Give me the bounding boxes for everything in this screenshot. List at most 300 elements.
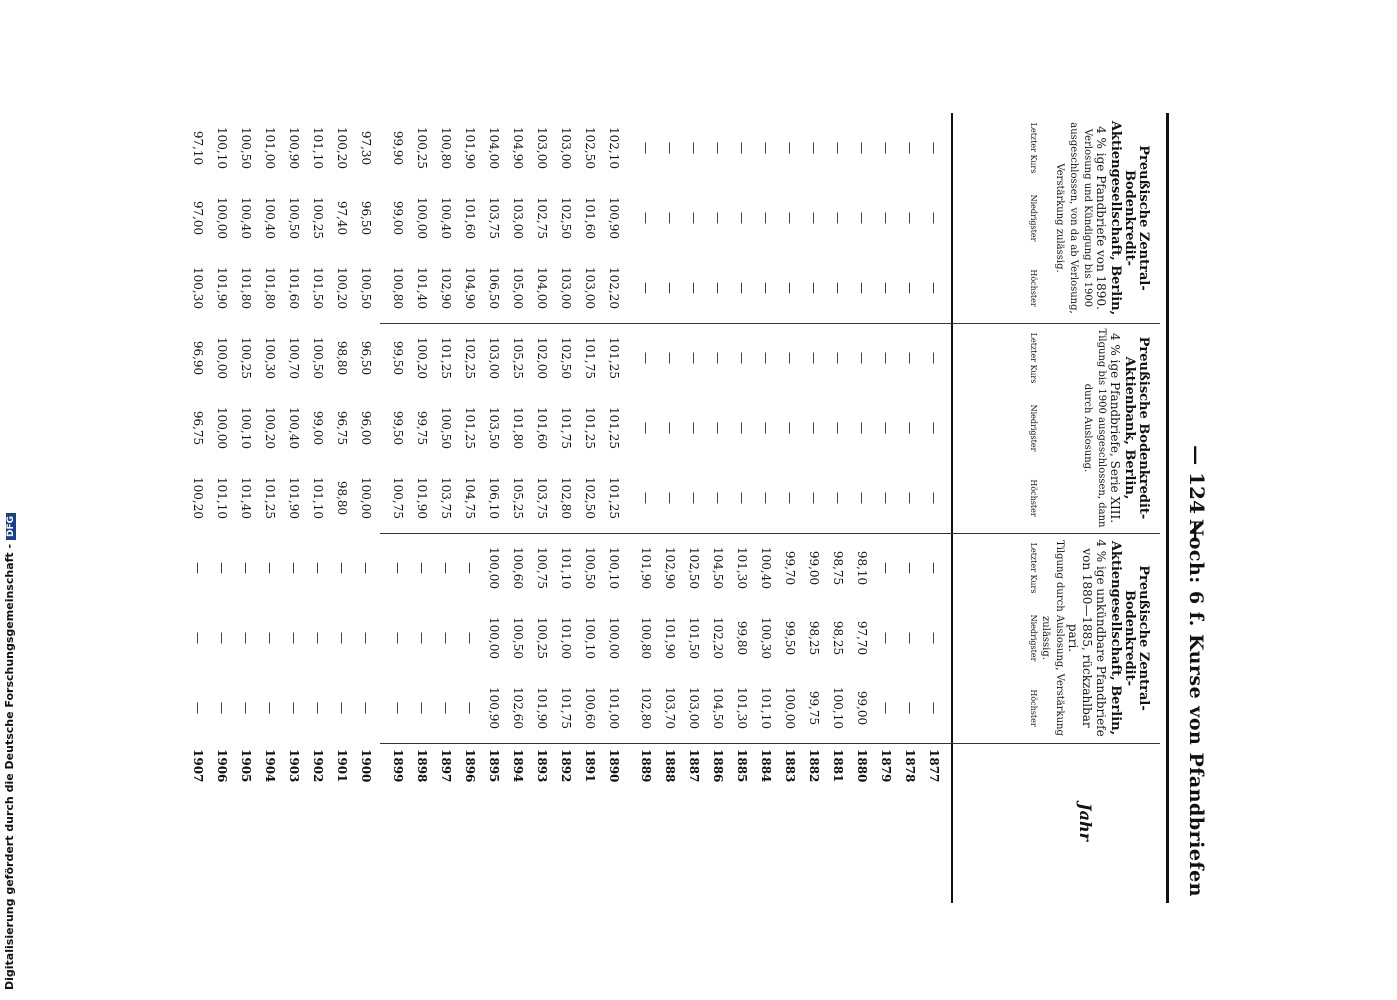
table-cell: — [687, 352, 701, 364]
table-cell: 100,75 [391, 477, 405, 519]
table-cell: — [903, 562, 917, 574]
table-cell: 101,40 [239, 477, 253, 519]
table-cell: — [831, 142, 845, 154]
table-cell: — [215, 562, 229, 574]
table-cell: 101,25 [607, 407, 621, 449]
table-cell: — [855, 212, 869, 224]
dfg-logo: DFG [6, 513, 16, 540]
table-cell: 100,25 [311, 197, 325, 239]
table-cell: — [927, 282, 941, 294]
table-cell: — [263, 632, 277, 644]
table-cell: — [759, 492, 773, 504]
table-cell: 101,60 [535, 407, 549, 449]
year-label: 1906 [215, 749, 229, 783]
year-label: 1886 [711, 749, 725, 783]
table-cell: 101,10 [759, 687, 773, 729]
year-label: 1890 [607, 749, 621, 783]
table-cell: 99,50 [391, 410, 405, 446]
table-cell: 100,80 [639, 617, 653, 659]
table-cell: 106,10 [487, 477, 501, 519]
table-cell: — [463, 702, 477, 714]
table-cell: 104,00 [487, 127, 501, 169]
table-cell: — [687, 492, 701, 504]
table-cell: — [807, 422, 821, 434]
table-cell: — [663, 492, 677, 504]
table-cell: 105,25 [511, 337, 525, 379]
table-cell: — [711, 422, 725, 434]
table-cell: 99,75 [415, 410, 429, 446]
table-cell: — [391, 562, 405, 574]
table-cell: — [639, 282, 653, 294]
table-cell: — [359, 632, 373, 644]
table-cell: — [687, 142, 701, 154]
table-cell: — [879, 352, 893, 364]
table-cell: 99,00 [807, 550, 821, 586]
table-cell: — [879, 492, 893, 504]
table-cell: 100,10 [583, 617, 597, 659]
table-cell: 100,00 [359, 477, 373, 519]
table-cell: 100,40 [287, 407, 301, 449]
table-cell: — [663, 212, 677, 224]
table-cell: 100,50 [287, 197, 301, 239]
table-cell: — [415, 632, 429, 644]
table-cell: 97,40 [335, 200, 349, 236]
table-cell: 99,70 [783, 550, 797, 586]
table-cell: — [855, 422, 869, 434]
table-cell: 100,00 [215, 337, 229, 379]
table-cell: 100,60 [511, 547, 525, 589]
table-cell: 100,20 [335, 267, 349, 309]
table-cell: 101,00 [607, 687, 621, 729]
year-label: 1883 [783, 749, 797, 783]
table-cell: 101,10 [311, 127, 325, 169]
table-cell: 101,90 [415, 477, 429, 519]
table-cell: 101,25 [607, 337, 621, 379]
year-label: 1893 [535, 749, 549, 783]
table-cell: 100,60 [583, 687, 597, 729]
year-label: 1902 [311, 749, 325, 783]
year-label: 1882 [807, 749, 821, 783]
table-cell: 100,30 [191, 267, 205, 309]
group3-desc: 4 % ige Pfandbriefe von 1890. [1094, 126, 1108, 310]
table-cell: — [807, 352, 821, 364]
year-label: 1897 [439, 749, 453, 783]
table-cell: 100,50 [239, 127, 253, 169]
table-cell: 100,10 [607, 547, 621, 589]
table-cell: — [831, 212, 845, 224]
table-cell: — [191, 702, 205, 714]
table-cell: — [239, 632, 253, 644]
year-label: 1888 [663, 749, 677, 783]
table-cell: 100,10 [215, 127, 229, 169]
table-cell: — [855, 282, 869, 294]
table-cell: 99,50 [391, 340, 405, 376]
table-cell: — [927, 422, 941, 434]
table-cell: — [807, 492, 821, 504]
group1-bank: Preußische Zentral-Bodenkredit-Aktiengesellschaft, Berlin, [1108, 540, 1151, 736]
group3-bank: Preußische Zentral-Bodenkredit-Aktiengesellschaft, Berlin, [1108, 120, 1151, 316]
table-cell: 99,00 [311, 410, 325, 446]
table-cell: 100,00 [487, 617, 501, 659]
table-cell: — [831, 282, 845, 294]
table-cell: 103,00 [559, 127, 573, 169]
table-cell: 105,25 [511, 477, 525, 519]
table-cell: — [759, 142, 773, 154]
table-cell: 101,60 [463, 197, 477, 239]
table-cell: 101,50 [687, 617, 701, 659]
table-cell: — [903, 702, 917, 714]
table-cell: — [855, 142, 869, 154]
table-cell: — [711, 142, 725, 154]
table-cell: 101,75 [559, 687, 573, 729]
table-cell: — [783, 492, 797, 504]
table-cell: 101,30 [735, 547, 749, 589]
table-cell: 98,80 [335, 340, 349, 376]
column-subheader: Niedrigster [1029, 194, 1038, 242]
table-cell: 104,50 [711, 547, 725, 589]
table-cell: 102,50 [583, 127, 597, 169]
year-label: 1884 [759, 749, 773, 783]
page-number: — 124 — [1185, 445, 1209, 541]
table-cell: — [807, 282, 821, 294]
table-cell: 104,50 [711, 687, 725, 729]
table-cell: — [439, 702, 453, 714]
table-cell: — [735, 352, 749, 364]
table-cell: 97,00 [191, 200, 205, 236]
table-cell: — [415, 702, 429, 714]
table-cell: 104,00 [535, 267, 549, 309]
table-cell: 96,50 [359, 200, 373, 236]
table-cell: — [687, 422, 701, 434]
header-jahr: Jahr [1076, 803, 1095, 841]
table-cell: 102,00 [535, 337, 549, 379]
table-cell: 98,25 [831, 620, 845, 656]
table-cell: 100,75 [535, 547, 549, 589]
table-cell: — [191, 562, 205, 574]
table-cell: 102,75 [535, 197, 549, 239]
table-cell: 100,90 [607, 197, 621, 239]
column-subheader: Höchster [1029, 269, 1038, 307]
column-subheader: Höchster [1029, 689, 1038, 727]
table-cell: — [879, 212, 893, 224]
table-cell: — [439, 562, 453, 574]
table-cell: 100,20 [263, 407, 277, 449]
document-page [180, 113, 1215, 903]
table-cell: 98,80 [335, 480, 349, 516]
header-group-3 [955, 113, 1160, 323]
table-cell: — [903, 632, 917, 644]
year-label: 1898 [415, 749, 429, 783]
table-cell: — [663, 282, 677, 294]
table-cell: 101,60 [583, 197, 597, 239]
table-cell: — [687, 212, 701, 224]
table-cell: 100,00 [215, 197, 229, 239]
table-cell: — [783, 282, 797, 294]
table-cell: 102,50 [687, 547, 701, 589]
year-label: 1895 [487, 749, 501, 783]
table-cell: 101,10 [311, 477, 325, 519]
year-label: 1889 [639, 749, 653, 783]
table-cell: — [903, 212, 917, 224]
table-cell: — [639, 142, 653, 154]
table-cell: — [311, 632, 325, 644]
table-cell: 99,75 [807, 690, 821, 726]
column-subheader: Höchster [1029, 479, 1038, 517]
group2-desc: 4 % ige Pfandbriefe, Serie XIII. [1108, 332, 1122, 524]
header-group-1 [955, 533, 1160, 743]
column-subheader: Letzter Kurs [1029, 122, 1038, 174]
table-cell: 103,00 [583, 267, 597, 309]
table-cell: — [903, 282, 917, 294]
table-cell: — [287, 702, 301, 714]
column-subheader: Niedrigster [1029, 404, 1038, 452]
table-cell: — [311, 702, 325, 714]
table-cell: 101,75 [583, 337, 597, 379]
year-label: 1900 [359, 749, 373, 783]
table-cell: 101,40 [415, 267, 429, 309]
column-subheader: Letzter Kurs [1029, 542, 1038, 594]
table-cell: — [639, 422, 653, 434]
table-cell: 101,00 [263, 127, 277, 169]
year-label: 1892 [559, 749, 573, 783]
table-cell: 102,60 [511, 687, 525, 729]
table-cell: 100,20 [191, 477, 205, 519]
table-cell: — [903, 352, 917, 364]
table-cell: 100,70 [287, 337, 301, 379]
table-cell: — [783, 212, 797, 224]
table-cell: 102,80 [559, 477, 573, 519]
table-cell: 96,00 [359, 410, 373, 446]
year-label: 1881 [831, 749, 845, 783]
table-cell: 100,25 [239, 337, 253, 379]
table-cell: — [783, 352, 797, 364]
table-cell: 96,75 [191, 410, 205, 446]
table-cell: — [239, 562, 253, 574]
table-cell: — [263, 702, 277, 714]
table-cell: — [879, 562, 893, 574]
table-cell: 101,80 [263, 267, 277, 309]
table-cell: 101,10 [215, 477, 229, 519]
table-cell: 100,10 [239, 407, 253, 449]
table-cell: 101,25 [439, 337, 453, 379]
year-label: 1904 [263, 749, 277, 783]
table-cell: — [831, 352, 845, 364]
table-cell: 98,10 [855, 550, 869, 586]
table-cell: 100,50 [311, 337, 325, 379]
table-cell: 100,00 [215, 407, 229, 449]
table-cell: 100,90 [287, 127, 301, 169]
year-label: 1901 [335, 749, 349, 783]
year-label: 1907 [191, 749, 205, 783]
table-cell: — [735, 142, 749, 154]
table-cell: — [287, 562, 301, 574]
table-cell: — [735, 492, 749, 504]
table-cell: 102,90 [439, 267, 453, 309]
table-cell: 101,25 [263, 477, 277, 519]
table-cell: — [783, 142, 797, 154]
table-cell: 100,00 [415, 197, 429, 239]
table-cell: — [879, 282, 893, 294]
table-cell: 100,80 [439, 127, 453, 169]
table-cell: — [759, 282, 773, 294]
table-cell: 100,40 [239, 197, 253, 239]
table-cell: — [879, 422, 893, 434]
table-cell: — [711, 492, 725, 504]
table-cell: — [263, 562, 277, 574]
table-cell: — [855, 352, 869, 364]
table-cell: — [687, 282, 701, 294]
table-cell: 102,50 [559, 337, 573, 379]
table-cell: 101,25 [607, 477, 621, 519]
table-cell: — [735, 422, 749, 434]
table-cell: 101,50 [311, 267, 325, 309]
table-cell: 106,50 [487, 267, 501, 309]
table-cell: — [759, 212, 773, 224]
table-cell: 102,20 [607, 267, 621, 309]
table-cell: 101,60 [287, 267, 301, 309]
table-cell: — [735, 282, 749, 294]
table-cell: 100,40 [439, 197, 453, 239]
table-cell: 101,80 [511, 407, 525, 449]
table-cell: — [759, 352, 773, 364]
table-cell: — [639, 492, 653, 504]
table-cell: — [927, 632, 941, 644]
column-subheader: Letzter Kurs [1029, 332, 1038, 384]
table-cell: 97,10 [191, 130, 205, 166]
table-cell: 100,40 [759, 547, 773, 589]
table-cell: 100,25 [415, 127, 429, 169]
table-cell: 103,00 [559, 267, 573, 309]
year-label: 1880 [855, 749, 869, 783]
table-cell: 100,80 [391, 267, 405, 309]
table-cell: — [783, 422, 797, 434]
table-cell: — [903, 422, 917, 434]
table-cell: — [807, 212, 821, 224]
table-cell: — [927, 702, 941, 714]
table-cell: 100,00 [783, 687, 797, 729]
year-label: 1878 [903, 749, 917, 783]
table-cell: 101,90 [463, 127, 477, 169]
table-cell: 100,30 [759, 617, 773, 659]
header-group-2 [955, 323, 1160, 533]
table-cell: 101,90 [215, 267, 229, 309]
table-cell: — [439, 632, 453, 644]
year-label: 1894 [511, 749, 525, 783]
table-cell: — [759, 422, 773, 434]
table-cell: 103,75 [439, 477, 453, 519]
table-cell: 103,75 [535, 477, 549, 519]
footer-credit: Digitalisierung gefördert durch die Deutsche Forschungsgemeinschaft - [3, 543, 16, 990]
table-cell: 101,90 [663, 617, 677, 659]
table-cell: 100,20 [335, 127, 349, 169]
table-cell: — [359, 562, 373, 574]
table-cell: 105,00 [511, 267, 525, 309]
year-label: 1887 [687, 749, 701, 783]
table-cell: 96,90 [191, 340, 205, 376]
table-cell: 103,50 [487, 407, 501, 449]
table-cell: — [711, 352, 725, 364]
table-cell: 100,00 [607, 617, 621, 659]
table-cell: — [879, 142, 893, 154]
table-cell: 100,40 [263, 197, 277, 239]
year-label: 1903 [287, 749, 301, 783]
table-cell: 100,30 [263, 337, 277, 379]
table-cell: — [927, 142, 941, 154]
table-cell: — [391, 702, 405, 714]
table-cell: 100,50 [583, 547, 597, 589]
group1-desc: 4 % ige unkündbare Pfandbriefe von 1880—1885, rückzahlbar pari. [1066, 539, 1108, 737]
table-cell: 102,20 [711, 617, 725, 659]
table-cell: — [927, 492, 941, 504]
year-label: 1879 [879, 749, 893, 783]
table-cell: — [903, 492, 917, 504]
table-cell: — [335, 702, 349, 714]
table-cell: — [711, 282, 725, 294]
table-cell: — [807, 142, 821, 154]
year-label: 1899 [391, 749, 405, 783]
table-cell: — [639, 352, 653, 364]
table-cell: 103,70 [663, 687, 677, 729]
table-cell: — [639, 212, 653, 224]
table-cell: 96,50 [359, 340, 373, 376]
table-cell: 100,00 [487, 547, 501, 589]
table-cell: 100,50 [359, 267, 373, 309]
table-cell: 100,90 [487, 687, 501, 729]
table-cell: 101,90 [535, 687, 549, 729]
table-cell: 99,50 [783, 620, 797, 656]
footer-text [3, 513, 16, 990]
year-label: 1891 [583, 749, 597, 783]
table-cell: 97,30 [359, 130, 373, 166]
table-cell: 101,25 [583, 407, 597, 449]
table-cell: — [239, 702, 253, 714]
table-cell: — [879, 702, 893, 714]
table-cell: 103,00 [687, 687, 701, 729]
table-cell: — [711, 212, 725, 224]
table-cell: 102,10 [607, 127, 621, 169]
table-cell: — [215, 632, 229, 644]
table-cell: — [191, 632, 205, 644]
table-cell: 103,00 [535, 127, 549, 169]
year-label: 1905 [239, 749, 253, 783]
table-cell: 102,90 [663, 547, 677, 589]
table-cell: 99,00 [855, 690, 869, 726]
table-cell: 103,75 [487, 197, 501, 239]
table-cell: — [335, 562, 349, 574]
table-cell: — [415, 562, 429, 574]
table-cell: — [391, 632, 405, 644]
table-cell: — [903, 142, 917, 154]
group2-bank: Preußische Bodenkredit-Aktienbank, Berlin, [1122, 336, 1151, 520]
table-cell: — [855, 492, 869, 504]
table-cell: 100,10 [831, 687, 845, 729]
table-cell: 101,75 [559, 407, 573, 449]
table-cell: 101,90 [287, 477, 301, 519]
table-cell: — [927, 212, 941, 224]
group2-note: Tilgung bis 1900 ausgeschlossen, dann durch Auslosung. [1082, 328, 1107, 528]
table-cell: 101,30 [735, 687, 749, 729]
table-cell: — [927, 352, 941, 364]
table-cell: — [215, 702, 229, 714]
footer-strip [0, 0, 22, 1000]
table-cell: 103,00 [511, 197, 525, 239]
table-cell: 98,75 [831, 550, 845, 586]
table-cell: 102,50 [583, 477, 597, 519]
table-cell: — [359, 702, 373, 714]
table-cell: 98,25 [807, 620, 821, 656]
table-cell: — [927, 562, 941, 574]
table-cell: — [663, 142, 677, 154]
